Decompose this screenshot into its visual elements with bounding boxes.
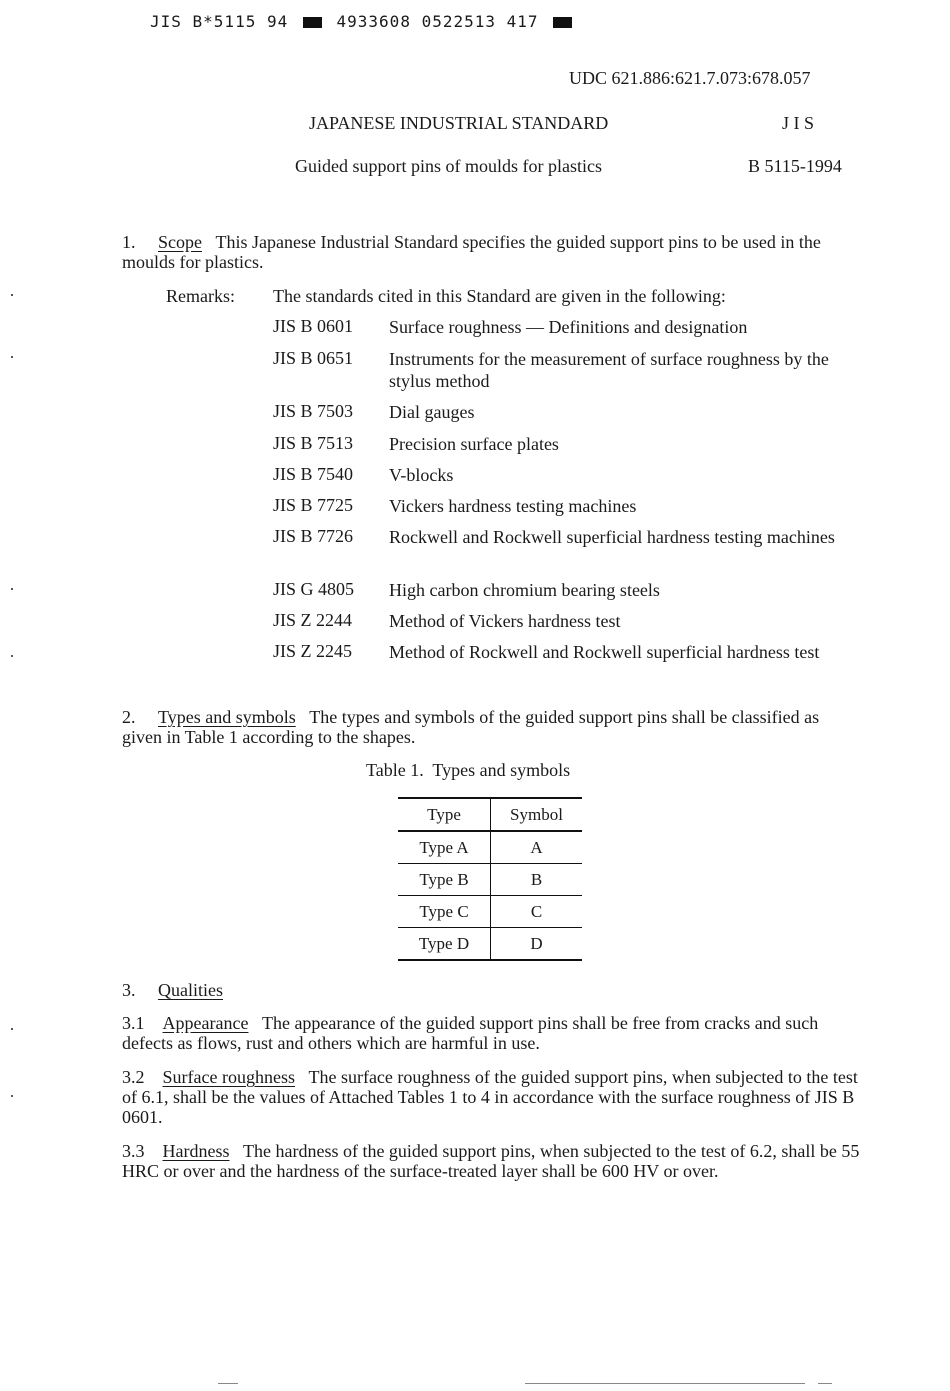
type-cell: Type D [398,928,491,961]
section-qualities [122,980,223,1001]
scan-dot [11,1095,13,1097]
cited-standard-code: JIS B 0651 [273,348,354,368]
type-cell: Type A [398,831,491,864]
scan-header-code [150,12,576,31]
jis-mark: J I S [782,113,815,133]
subsection-text: The appearance of the guided support pins shall be free from cracks and such defects as flows, rust and others which are harmful in use. [122,1013,819,1053]
section-types [122,707,860,747]
remarks-intro: The standards cited in this Standard are given in the following: [273,286,726,306]
cited-standard-title: Dial gauges [389,402,475,422]
cited-standard-title: Vickers hardness testing machines [389,496,637,516]
symbol-cell: B [530,869,543,889]
symbol-cell: C [530,901,543,921]
section-heading: Qualities [158,980,223,1000]
table-row [398,928,582,961]
subsection-number: 3.1 [122,1013,145,1033]
cited-standard-title: High carbon chromium bearing steels [389,580,660,600]
cited-standard-title: Instruments for the measurement of surface roughness by the stylus method [389,349,829,391]
udc-number: UDC 621.886:621.7.073:678.057 [569,68,811,88]
cited-standard-title: Surface roughness — Definitions and designation [389,317,748,337]
section-number: 3. [122,980,136,1000]
scan-dot [11,1028,13,1030]
section-text: This Japanese Industrial Standard specifies the guided support pins to be used in the moulds for plastics. [122,232,821,272]
types-symbols-table [398,797,582,961]
column-header-symbol: Symbol [510,804,563,824]
subsection-heading: Hardness [162,1141,230,1161]
scan-dot [11,294,13,296]
cited-standard-title: Rockwell and Rockwell superficial hardness testing machines [389,527,835,547]
subsection-hardness [122,1141,860,1181]
cited-standard-title: Method of Rockwell and Rockwell superficial hardness test [389,642,820,662]
remarks-label: Remarks: [166,286,235,306]
scan-dot [11,356,13,358]
section-number: 1. [122,232,136,252]
scan-dot [11,588,13,590]
scan-code-a: JIS B*5115 94 [150,12,289,31]
section-text: The types and symbols of the guided support pins shall be classified as given in Table 1 according to the shapes. [122,707,820,747]
cited-standard-title: V-blocks [389,465,454,485]
cited-standard-code: JIS B 0601 [273,316,354,336]
section-heading: Types and symbols [158,707,296,727]
cited-standard-code: JIS Z 2244 [273,610,353,630]
scan-line [218,1383,238,1384]
subsection-surface-roughness [122,1067,860,1127]
cited-standard-title: Method of Vickers hardness test [389,611,621,631]
subsection-number: 3.2 [122,1067,145,1087]
symbol-cell: A [530,837,543,857]
table-row [398,864,582,896]
black-bar-mark [303,17,322,28]
table-row [398,896,582,928]
cited-standard-title: Precision surface plates [389,434,559,454]
subsection-text: The surface roughness of the guided support pins, when subjected to the test of 6.1, shall be the values of Attached Tables 1 to 4 in accordance with the surface roughness of JIS B 0601. [122,1067,858,1127]
scan-line [818,1383,832,1384]
document-title: Guided support pins of moulds for plastics [295,156,602,176]
subsection-number: 3.3 [122,1141,145,1161]
subsection-heading: Surface roughness [162,1067,295,1087]
cited-standard-code: JIS G 4805 [273,579,355,599]
cited-standard-code: JIS B 7513 [273,433,354,453]
scan-code-b: 4933608 0522513 417 [336,12,539,31]
scan-dot [11,655,13,657]
cited-standard-code: JIS Z 2245 [273,641,353,661]
type-cell: Type B [398,864,491,896]
cited-standard-code: JIS B 7725 [273,495,354,515]
section-scope [122,232,860,272]
subsection-appearance [122,1013,860,1053]
table-caption: Table 1. Types and symbols [366,760,571,780]
table-header-row [398,798,582,831]
black-bar-mark [553,17,572,28]
type-cell: Type C [398,896,491,928]
column-header-type: Type [398,798,491,831]
section-number: 2. [122,707,136,727]
table-row [398,831,582,864]
cited-standard-code: JIS B 7503 [273,401,354,421]
standard-number: B 5115-1994 [748,156,842,176]
subsection-heading: Appearance [162,1013,249,1033]
section-heading: Scope [158,232,202,252]
standard-org: JAPANESE INDUSTRIAL STANDARD [309,113,609,133]
symbol-cell: D [530,933,543,953]
scan-line [525,1383,805,1384]
cited-standard-code: JIS B 7540 [273,464,354,484]
subsection-text: The hardness of the guided support pins, when subjected to the test of 6.2, shall be 55 HRC or over and the hardness of the surface-treated layer shall be 600 HV or over. [122,1141,860,1181]
cited-standard-code: JIS B 7726 [273,526,354,546]
